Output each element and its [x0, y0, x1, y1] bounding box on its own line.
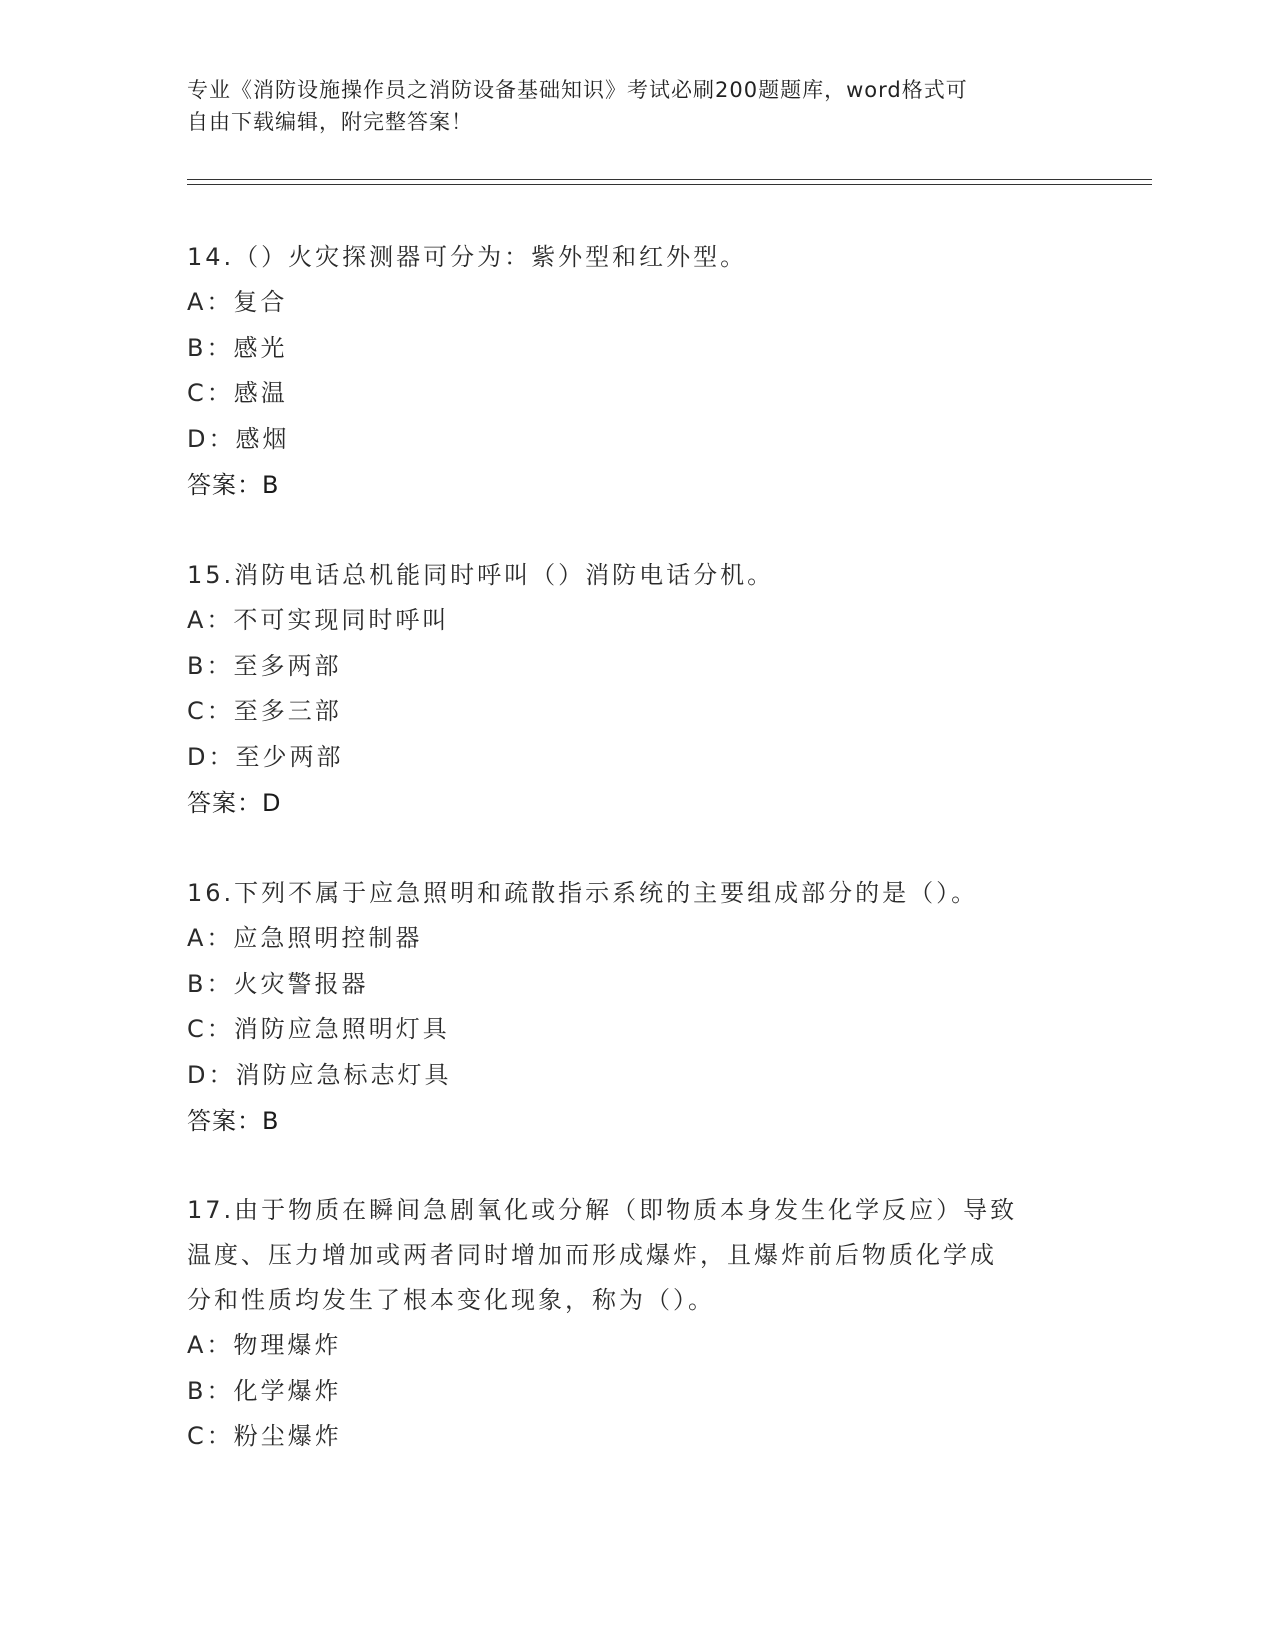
option-b: B：化学爆炸 [187, 1376, 342, 1405]
option-a: A：复合 [187, 288, 288, 316]
option-b: B：火灾警报器 [187, 969, 369, 998]
question-15 [187, 553, 1087, 826]
option-b: B：至多两部 [187, 651, 342, 680]
document-header [187, 74, 1067, 138]
question-stem: 15.消防电话总机能同时呼叫（）消防电话分机。 [187, 561, 775, 589]
option-d: D：感烟 [187, 424, 290, 453]
option-c: C：至多三部 [187, 697, 342, 725]
option-a: A：物理爆炸 [187, 1331, 342, 1359]
answer-label: 答案：D [187, 789, 282, 817]
option-c: C：感温 [187, 379, 288, 407]
question-17 [187, 1188, 1087, 1460]
option-c: C：粉尘爆炸 [187, 1422, 342, 1450]
header-divider-bottom [187, 184, 1152, 185]
header-line-1: 专业《消防设施操作员之消防设备基础知识》考试必刷200题题库，word格式可 [187, 78, 968, 102]
question-14 [187, 235, 1087, 508]
question-stem: 14.（）火灾探测器可分为：紫外型和红外型。 [187, 243, 748, 271]
question-stem: 16.下列不属于应急照明和疏散指示系统的主要组成部分的是（）。 [187, 879, 979, 907]
answer-label: 答案：B [187, 1107, 280, 1135]
option-d: D：消防应急标志灯具 [187, 1060, 452, 1089]
option-c: C：消防应急照明灯具 [187, 1015, 450, 1043]
question-stem-line-1: 17.由于物质在瞬间急剧氧化或分解（即物质本身发生化学反应）导致 [187, 1196, 1018, 1224]
option-a: A：应急照明控制器 [187, 924, 423, 952]
option-a: A：不可实现同时呼叫 [187, 606, 450, 634]
question-stem-line-2: 温度、压力增加或两者同时增加而形成爆炸，且爆炸前后物质化学成 [187, 1241, 997, 1269]
header-divider-top [187, 179, 1152, 180]
question-stem-line-3: 分和性质均发生了根本变化现象，称为（）。 [187, 1286, 715, 1314]
option-d: D：至少两部 [187, 742, 344, 771]
option-b: B：感光 [187, 333, 288, 362]
header-line-2: 自由下载编辑，附完整答案！ [187, 110, 473, 134]
answer-label: 答案：B [187, 471, 280, 499]
question-16 [187, 871, 1087, 1144]
